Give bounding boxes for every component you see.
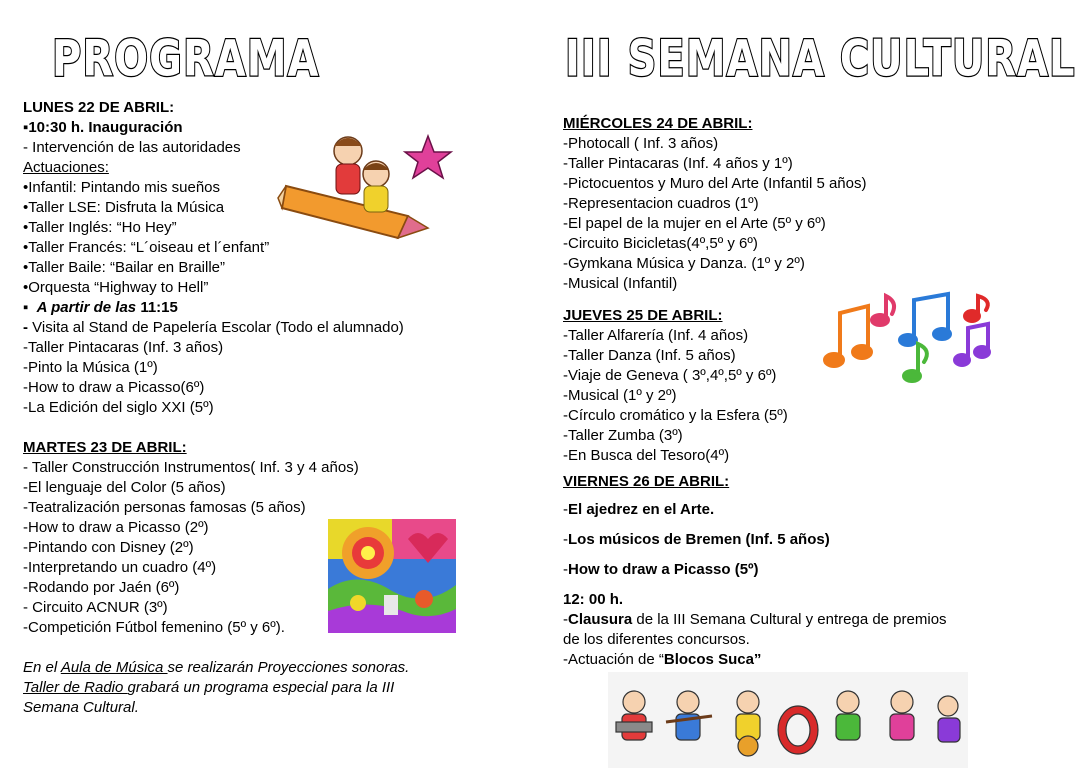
friday-performance xyxy=(563,650,1013,670)
note-cultural-week: Semana Cultural. xyxy=(23,699,139,716)
list-item: - Taller Construcción Instrumentos( Inf. 3 y 4 años) xyxy=(23,459,359,476)
note-text: grabará un programa especial para la III xyxy=(127,679,395,696)
closure-text: de la III Semana Cultural y entrega de premios xyxy=(632,611,947,628)
list-item: -How to draw a Picasso (2º) xyxy=(23,519,209,536)
list-item: -Taller Pintacaras (Inf. 3 años) xyxy=(23,339,224,356)
list-item: •Orquesta “Highway to Hell” xyxy=(23,279,209,296)
list-item: -Photocall ( Inf. 3 años) xyxy=(563,135,719,152)
friday-heading: VIERNES 26 DE ABRIL: xyxy=(563,473,730,490)
list-item: -Rodando por Jaén (6º) xyxy=(23,579,180,596)
dash: - xyxy=(563,611,568,628)
monday-visit xyxy=(23,318,503,338)
list-item: •Taller Inglés: “Ho Hey” xyxy=(23,219,177,236)
friday-closure xyxy=(563,610,1013,630)
friday-item xyxy=(563,500,1013,520)
kids-pencil-illustration xyxy=(278,116,453,242)
from-label: A partir de las xyxy=(36,299,137,316)
visit-text: Visita al Stand de Papelería Escolar (Todo el alumnado) xyxy=(32,319,404,336)
dash: - xyxy=(563,501,568,518)
visit-dash: - xyxy=(23,319,33,336)
list-item: -Gymkana Música y Danza. (1º y 2º) xyxy=(563,255,805,272)
list-item: -Círculo cromático y la Esfera (5º) xyxy=(563,407,788,424)
monday-actuaciones: Actuaciones: xyxy=(23,159,109,176)
list-item: -Taller Pintacaras (Inf. 4 años y 1º) xyxy=(563,155,793,172)
bullet-marker: ▪ xyxy=(23,299,29,316)
dash: - xyxy=(563,531,568,548)
list-item: -El papel de la mujer en el Arte (5º y 6º) xyxy=(563,215,826,232)
monday-intervention: - Intervención de las autoridades xyxy=(23,139,241,156)
list-item: -Viaje de Geneva ( 3º,4º,5º y 6º) xyxy=(563,367,777,384)
monday-heading: LUNES 22 DE ABRIL: xyxy=(23,99,175,116)
note-music-room xyxy=(23,658,503,678)
list-item: -La Edición del siglo XXI (5º) xyxy=(23,399,214,416)
item-text: How to draw a Picasso (5º) xyxy=(568,561,759,578)
friday-time: 12: 00 h. xyxy=(563,591,624,608)
cultural-week-title: III SEMANA CULTURAL xyxy=(565,30,1076,88)
kids-band-illustration xyxy=(608,672,968,768)
note-text: se realizarán Proyecciones sonoras. xyxy=(167,659,410,676)
tuesday-heading: MARTES 23 DE ABRIL: xyxy=(23,439,187,456)
item-text: El ajedrez en el Arte. xyxy=(568,501,715,518)
friday-closure-line2: de los diferentes concursos. xyxy=(563,631,750,648)
closure-label: Clausura xyxy=(568,611,633,628)
list-item: -Taller Alfarería (Inf. 4 años) xyxy=(563,327,749,344)
monday-from-line xyxy=(23,298,503,318)
list-item: -Pinto la Música (1º) xyxy=(23,359,158,376)
thursday-heading: JUEVES 25 DE ABRIL: xyxy=(563,307,723,324)
friday-item xyxy=(563,530,1013,550)
list-item: -Interpretando un cuadro (4º) xyxy=(23,559,217,576)
list-item: •Taller Baile: “Bailar en Braille” xyxy=(23,259,225,276)
list-item: -Taller Danza (Inf. 5 años) xyxy=(563,347,736,364)
wednesday-items-list xyxy=(563,134,1013,294)
list-item: •Taller Francés: “L´oiseau et l´enfant” xyxy=(23,239,270,256)
note-radio xyxy=(23,678,503,698)
list-item: -Teatralización personas famosas (5 años) xyxy=(23,499,306,516)
list-item: •Infantil: Pintando mis sueños xyxy=(23,179,221,196)
list-item: •Taller LSE: Disfruta la Música xyxy=(23,199,225,216)
list-item: -Pictocuentos y Muro del Arte (Infantil 5 años) xyxy=(563,175,867,192)
list-item: -Competición Fútbol femenino (5º y 6º). xyxy=(23,619,285,636)
program-title: PROGRAMA xyxy=(52,30,320,88)
list-item: -How to draw a Picasso(6º) xyxy=(23,379,205,396)
list-item: -Taller Zumba (3º) xyxy=(563,427,683,444)
monday-inauguration: ▪10:30 h. Inauguración xyxy=(23,119,183,136)
list-item: -Representacion cuadros (1º) xyxy=(563,195,759,212)
right-column xyxy=(563,114,1013,670)
wednesday-heading: MIÉRCOLES 24 DE ABRIL: xyxy=(563,115,753,132)
dash: - xyxy=(563,561,568,578)
note-text: En el xyxy=(23,659,61,676)
friday-item xyxy=(563,560,1013,580)
colorful-painting-illustration xyxy=(328,519,456,633)
list-item: -El lenguaje del Color (5 años) xyxy=(23,479,226,496)
list-item: -Circuito Bicicletas(4º,5º y 6º) xyxy=(563,235,758,252)
list-item: -Pintando con Disney (2º) xyxy=(23,539,194,556)
performance-name: Blocos Suca” xyxy=(663,651,762,668)
music-room-link: Aula de Música xyxy=(60,659,168,676)
radio-workshop-link: Taller de Radio xyxy=(23,679,128,696)
from-time: 11:15 xyxy=(136,299,178,316)
list-item: -En Busca del Tesoro(4º) xyxy=(563,447,730,464)
list-item: -Musical (Infantil) xyxy=(563,275,678,292)
performance-prefix: -Actuación de “ xyxy=(563,651,664,668)
monday-items-list xyxy=(23,338,503,418)
music-notes-illustration xyxy=(818,288,1000,384)
list-item: -Musical (1º y 2º) xyxy=(563,387,677,404)
item-text: Los músicos de Bremen (Inf. 5 años) xyxy=(568,531,830,548)
list-item: - Circuito ACNUR (3º) xyxy=(23,599,168,616)
